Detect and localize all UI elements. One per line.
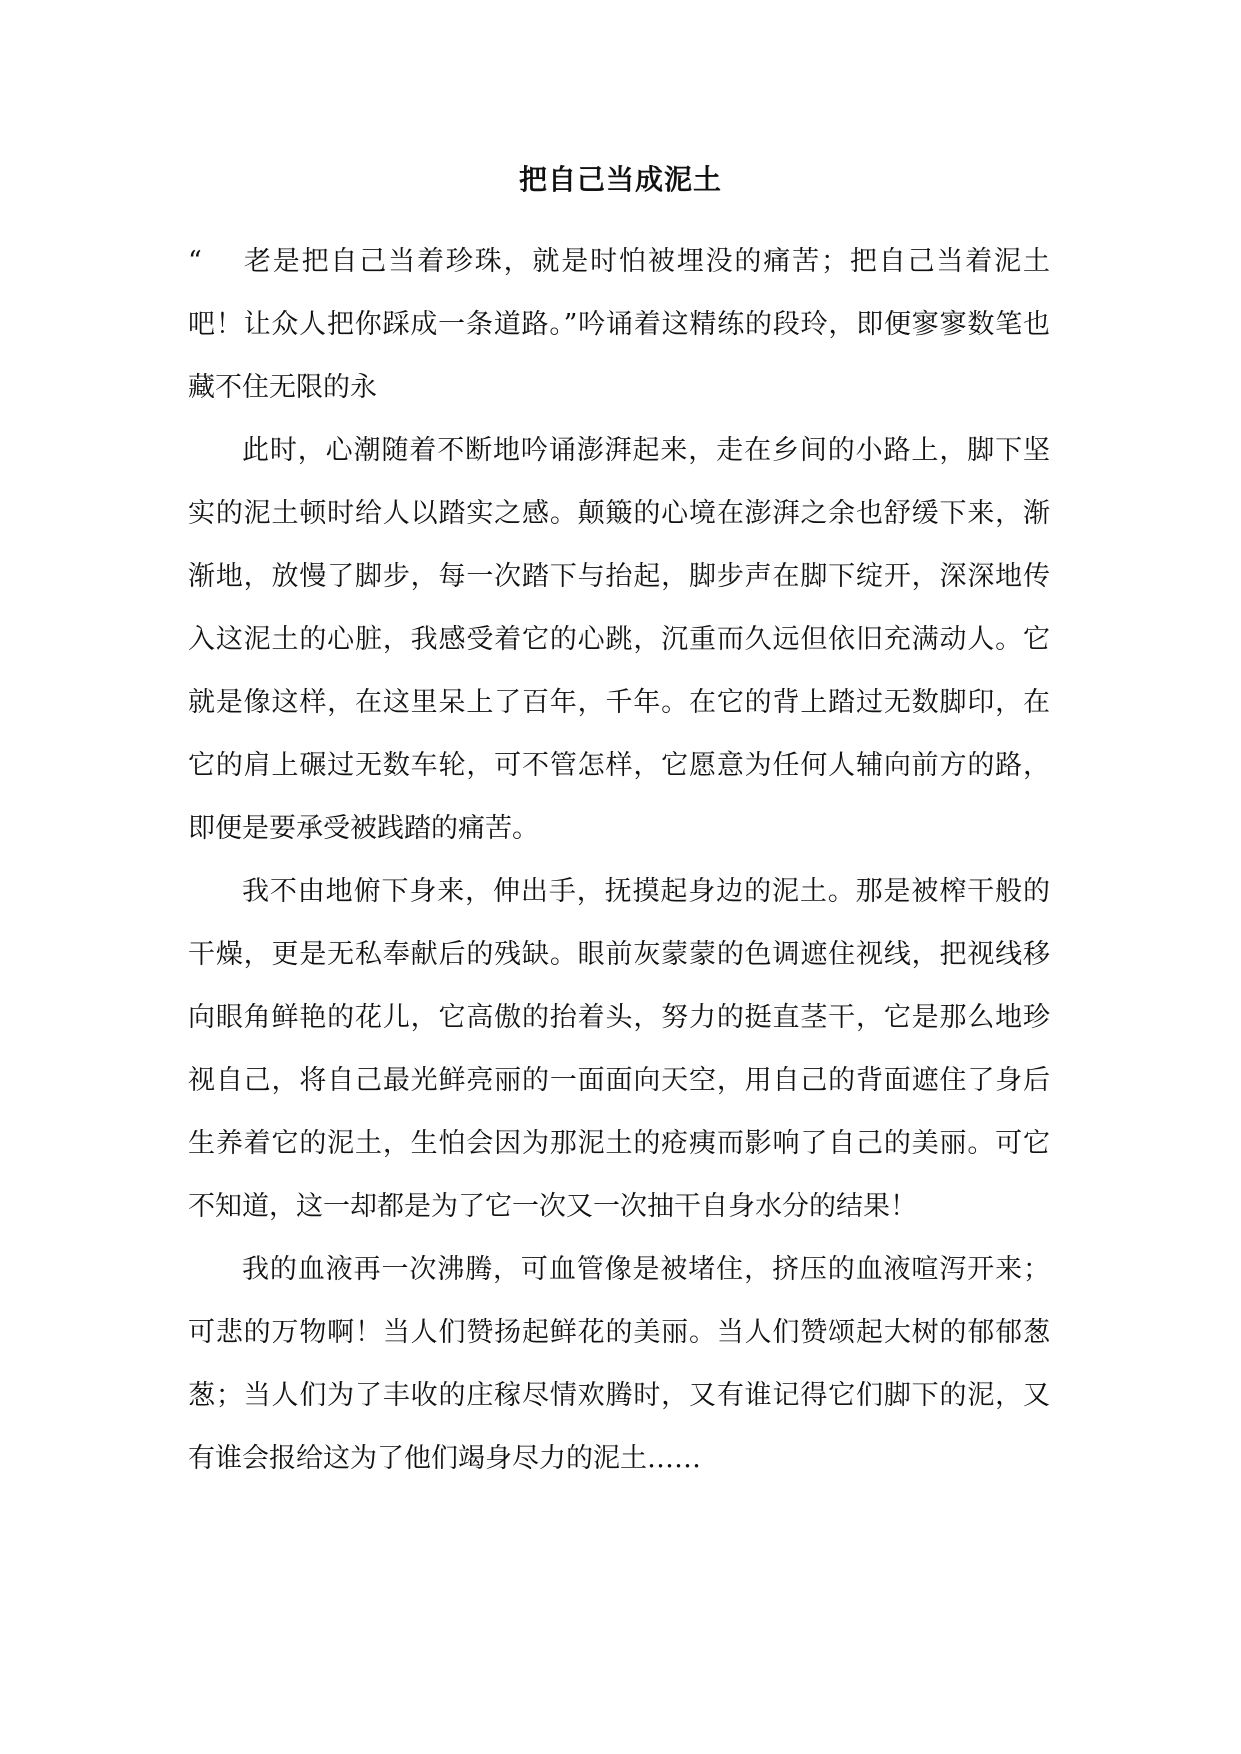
paragraph-1-text: 老是把自己当着珍珠，就是时怕被埋没的痛苦；把自己当着泥土吧！让众人把你踩成一条道路。”吟诵着这精练的段玲，即便寥寥数笔也藏不住无限的永 [188,246,1050,403]
document-body [188,230,1050,1490]
paragraph-3: 我不由地俯下身来，伸出手，抚摸起身边的泥土。那是被榨干般的干燥，更是无私奉献后的残缺。眼前灰蒙蒙的色调遮住视线，把视线移向眼角鲜艳的花儿，它高傲的抬着头，努力的挺直茎干，它是那么地珍视自己，将自己最光鲜亮丽的一面面向天空，用自己的背面遮住了身后生养着它的泥土，生怕会因为那泥土的疮痍而影响了自己的美丽。可它不知道，这一却都是为了它一次又一次抽干自身水分的结果！ [188,876,1050,1222]
opening-quote: “ [188,246,202,277]
paragraph-4: 我的血液再一次沸腾，可血管像是被堵住，挤压的血液喧泻开来；可悲的万物啊！当人们赞扬起鲜花的美丽。当人们赞颂起大树的郁郁葱葱；当人们为了丰收的庄稼尽情欢腾时，又有谁记得它们脚下的泥，又有谁会报给这为了他们竭身尽力的泥土…… [188,1254,1050,1474]
paragraph-2: 此时，心潮随着不断地吟诵澎湃起来，走在乡间的小路上，脚下坚实的泥土顿时给人以踏实之感。颠簸的心境在澎湃之余也舒缓下来，渐渐地，放慢了脚步，每一次踏下与抬起，脚步声在脚下绽开，深深地传入这泥土的心脏，我感受着它的心跳，沉重而久远但依旧充满动人。它就是像这样，在这里呆上了百年，千年。在它的背上踏过无数脚印，在它的肩上碾过无数车轮，可不管怎样，它愿意为任何人辅向前方的路，即便是要承受被践踏的痛苦。 [188,435,1050,844]
paragraph-1 [188,230,1050,419]
document-title: 把自己当成泥土 [518,163,722,196]
